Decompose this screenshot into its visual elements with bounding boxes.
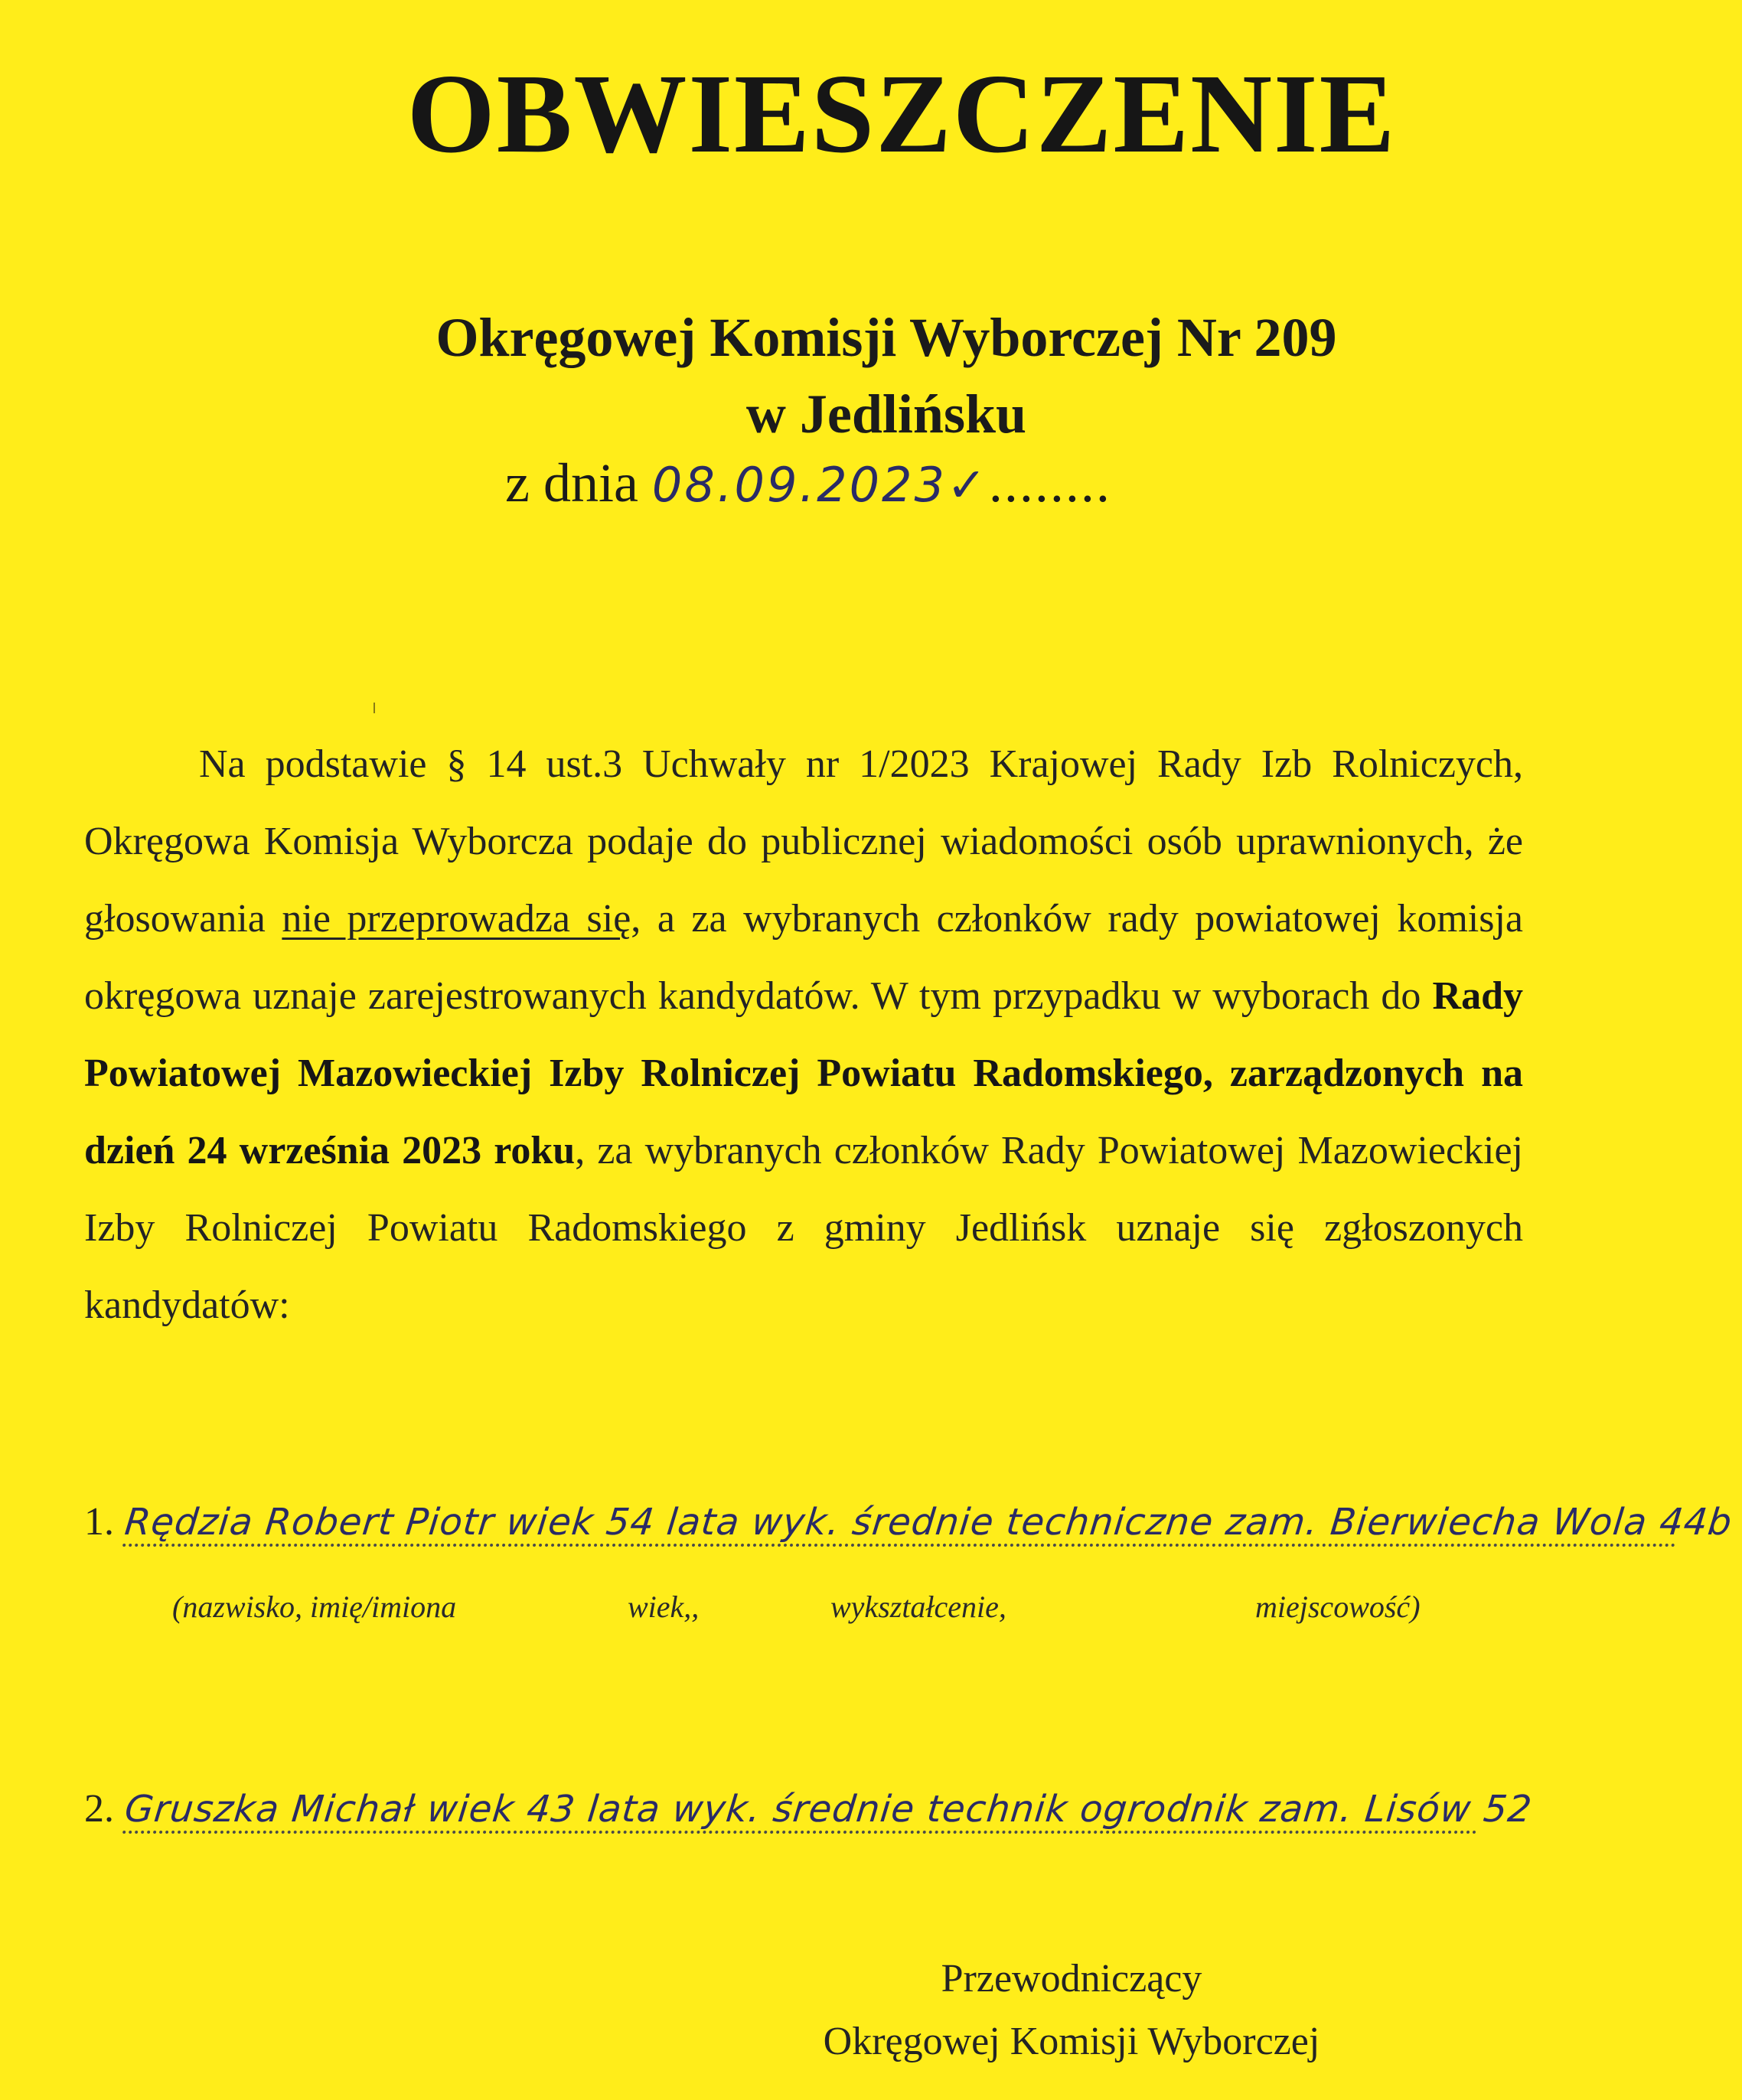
date-line <box>505 452 1111 514</box>
legend-name: (nazwisko, imię/imiona <box>172 1590 457 1624</box>
announcement-paragraph <box>84 726 1523 1344</box>
date-dots: ........ <box>988 452 1111 514</box>
signature-title: Przewodniczący <box>941 1957 1202 2001</box>
date-prefix: z dnia <box>505 452 652 514</box>
candidate-number: 1. <box>84 1500 114 1544</box>
scan-mark <box>374 703 375 713</box>
candidate-number: 2. <box>84 1787 114 1831</box>
council-name-bold: Rady Powiatowej Mazowieckiej Izby Rolniczej Powiatu Radomskiego, zarządzonych na dzień 24 września 2023 roku <box>84 974 1523 1172</box>
candidate-entry-1 <box>84 1500 1735 1547</box>
candidate-handwritten-details: Rędzia Robert Piotr wiek 54 lata wyk. średnie techniczne zam. Bierwiecha Wola 44b <box>122 1504 1681 1547</box>
commission-location: w Jedlińsku <box>745 383 1027 445</box>
signature-commission: Okręgowej Komisji Wyborczej <box>823 2020 1320 2063</box>
candidate-entry-2 <box>84 1787 1535 1834</box>
signature-block <box>689 1948 1454 2073</box>
document-title: OBWIESZCZENIE <box>406 51 1397 177</box>
underlined-phrase: nie przeprowadza się <box>282 897 631 941</box>
commission-name: Okręgowej Komisji Wyborczej Nr 209 <box>436 307 1337 368</box>
legend-age: wiek,, <box>628 1590 700 1624</box>
handwritten-date: 08.09.2023✓ <box>651 457 989 513</box>
candidate-handwritten-details: Gruszka Michał wiek 43 lata wyk. średnie technik ogrodnik zam. Lisów 52 <box>122 1791 1482 1834</box>
paragraph-part-1: Na podstawie § 14 ust.3 Uchwały nr 1/2023 Krajowej Rady Izb Rolniczych, Okręgowa Komisja Wyborcza podaje do publicznej wiadomości osób uprawnionych, że głosowania <box>84 742 1523 941</box>
paragraph-part-3: , za wybranych członków Rady Powiatowej Mazowieckiej Izby Rolniczej Powiatu Radomskiego z gminy Jedlińsk uznaje się zgłoszonych kandydatów: <box>84 1129 1524 1327</box>
paragraph-part-2: , a za wybranych członków rady powiatowej komisja okręgowa uznaje zarejestrowanych kandydatów. W tym przypadku w wyborach do <box>84 897 1524 1018</box>
legend-education: wykształcenie, <box>830 1590 1006 1624</box>
legend-place: miejscowość) <box>1255 1590 1421 1624</box>
